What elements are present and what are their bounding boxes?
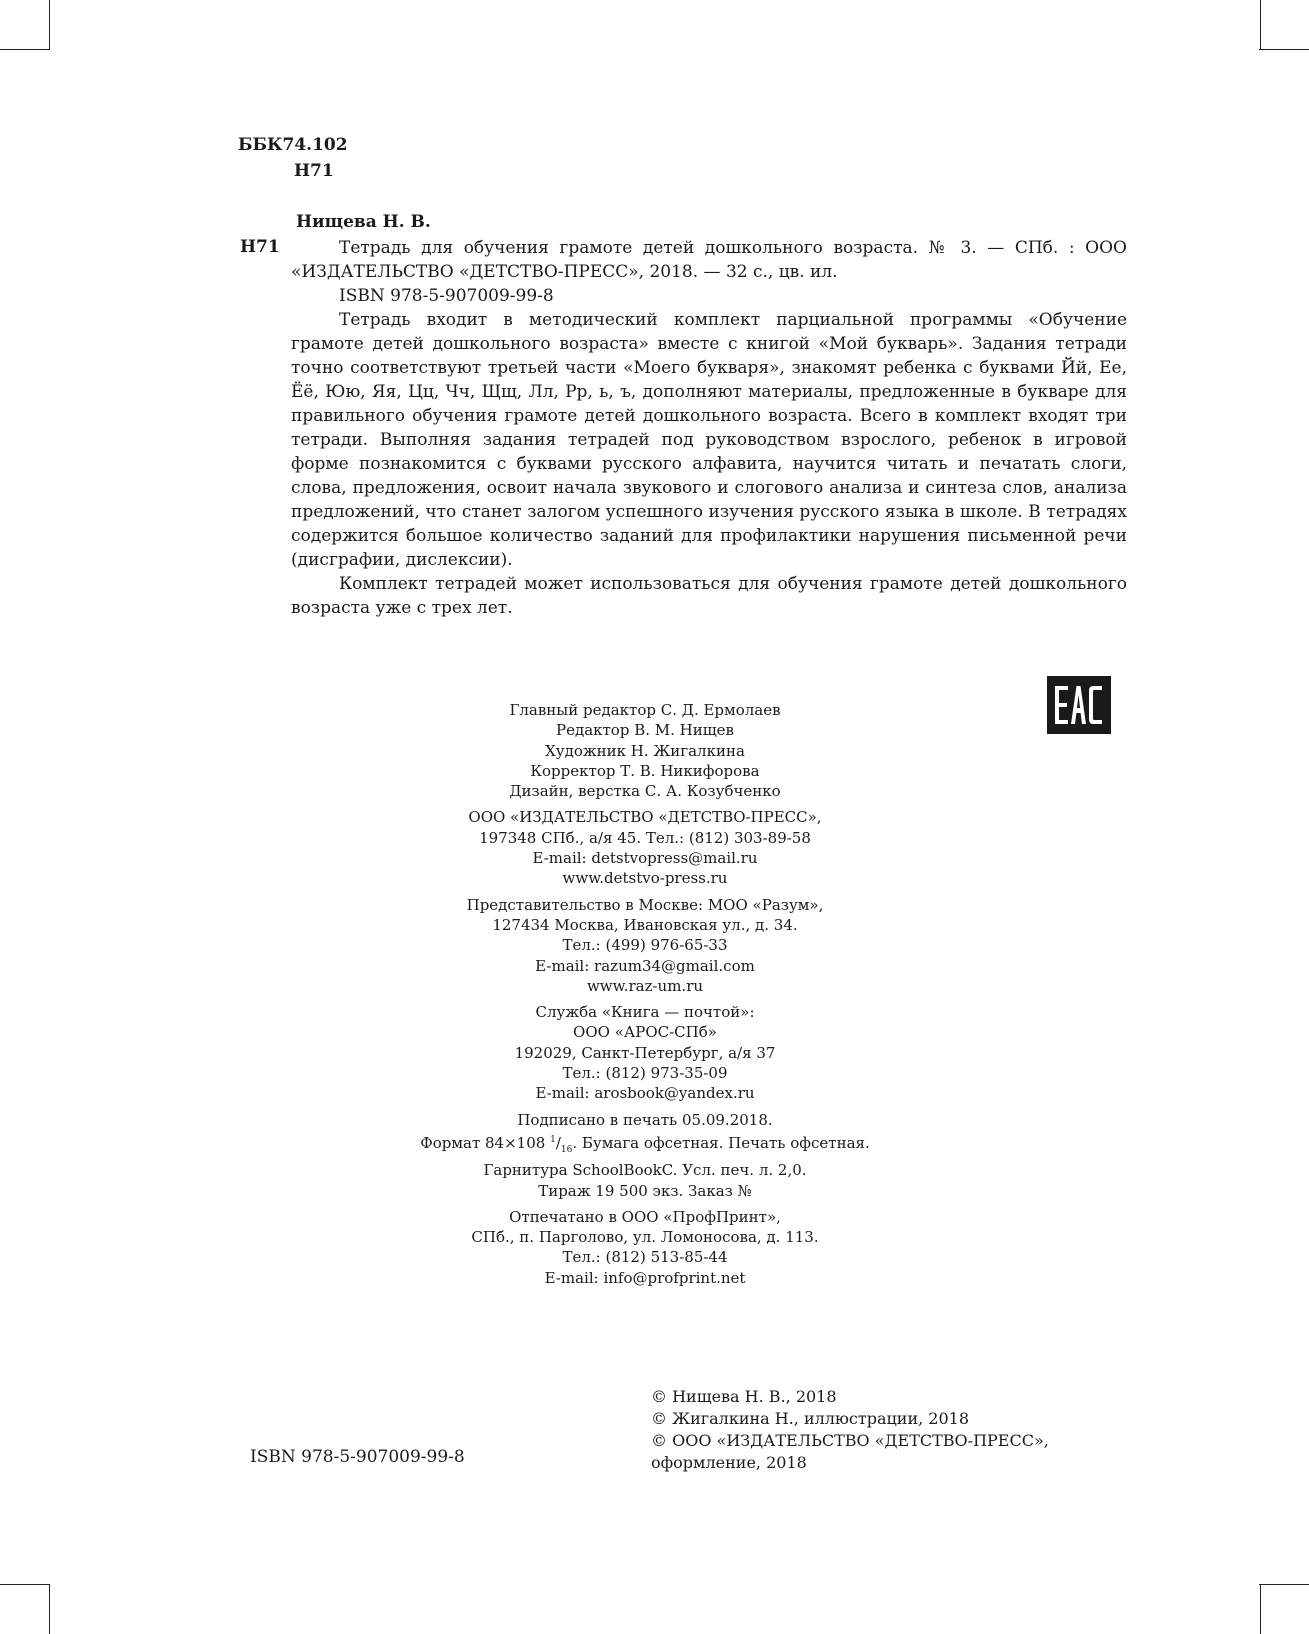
run-line: Тираж 19 500 экз. Заказ № bbox=[538, 1181, 752, 1200]
crop-mark bbox=[1259, 49, 1309, 50]
format-prefix: Формат 84×108 bbox=[420, 1133, 551, 1152]
copyright-line: © Нищева Н. В., 2018 bbox=[651, 1387, 837, 1406]
copyright-line: оформление, 2018 bbox=[651, 1453, 807, 1472]
crop-mark bbox=[1260, 1584, 1261, 1634]
printer-line: Тел.: (812) 513-85-44 bbox=[562, 1248, 728, 1267]
moscow-line: Представительство в Москве: МОО «Разум», bbox=[466, 895, 824, 914]
bbk-code: ББК74.102 bbox=[238, 135, 348, 155]
copyright-line: © ООО «ИЗДАТЕЛЬСТВО «ДЕТСТВО-ПРЕСС», bbox=[651, 1431, 1049, 1450]
mail-line: 192029, Санкт-Петербург, а/я 37 bbox=[514, 1043, 776, 1062]
publisher-line: ООО «ИЗДАТЕЛЬСТВО «ДЕТСТВО-ПРЕСС», bbox=[468, 808, 822, 827]
printer-line: E-mail: info@profprint.net bbox=[544, 1268, 746, 1287]
bbk-cutter: Н71 bbox=[294, 161, 334, 181]
crop-mark bbox=[1259, 1584, 1309, 1585]
publisher-line: www.detstvo-press.ru bbox=[562, 869, 728, 888]
moscow-line: E-mail: razum34@gmail.com bbox=[535, 956, 755, 975]
format-line: Формат 84×108 $^1/_{16}$. Бумага офсетная. Печать офсетная. bbox=[420, 1133, 870, 1155]
crop-mark bbox=[1260, 0, 1261, 50]
copyright-line: © Жигалкина Н., иллюстрации, 2018 bbox=[651, 1409, 969, 1428]
bibliographic-description bbox=[291, 236, 1127, 620]
credit-line: Корректор Т. В. Никифорова bbox=[530, 761, 760, 780]
printer-line: Отпечатано в ООО «ПрофПринт», bbox=[509, 1207, 781, 1226]
mail-line: Тел.: (812) 973-35-09 bbox=[562, 1064, 728, 1083]
moscow-line: 127434 Москва, Ивановская ул., д. 34. bbox=[492, 915, 798, 934]
credits-block bbox=[380, 700, 910, 801]
abstract-paragraph: Тетрадь входит в методический комплект парциальной программы «Обучение грамоте детей дошкольного возраста» вместе с книгой «Мой букварь». Задания тетради точно соответствуют третьей части «Моего букваря», знакомят ребенка с буквами Йй, Ее, Ёё, Юю, Яя, Цц, Чч, Щщ, Лл, Рр, ь, ъ, дополняют материалы, предложенные в букваре для правильного обучения грамоте детей дошкольного возраста. Всего в комплект входят три тетради. Выполняя задания тетрадей под руководством взрослого, ребенок в игровой форме познакомится с буквами русского алфавита, научится читать и печатать слоги, слова, предложения, освоит начала звукового и слогового анализа и синтеза слов, анализа предложений, что станет залогом успешного изучения русского языка в школе. В тетрадях содержится большое количество заданий для профилактики нарушения письменной речи (дисграфии, дислексии). bbox=[291, 310, 1127, 570]
bbk-block bbox=[238, 132, 348, 184]
crop-mark bbox=[49, 1584, 50, 1634]
isbn-bottom: ISBN 978-5-907009-99-8 bbox=[250, 1447, 465, 1467]
publisher-line: 197348 СПб., а/я 45. Тел.: (812) 303-89-58 bbox=[479, 828, 811, 847]
crop-mark bbox=[0, 49, 50, 50]
eac-mark bbox=[1047, 676, 1111, 734]
eac-logo-icon bbox=[1053, 683, 1105, 727]
imprint bbox=[380, 700, 910, 1294]
crop-mark bbox=[49, 0, 50, 50]
author: Нищева Н. В. bbox=[296, 212, 431, 232]
publisher-line: E-mail: detstvopress@mail.ru bbox=[532, 849, 758, 868]
bibliographic-entry: Тетрадь для обучения грамоте детей дошкольного возраста. № 3. — СПб. : ООО «ИЗДАТЕЛЬСТВО «ДЕТСТВО-ПРЕСС», 2018. — 32 с., цв. ил. bbox=[291, 238, 1127, 282]
format-suffix: . Бумага офсетная. Печать офсетная. bbox=[572, 1133, 870, 1152]
format-denominator: 16 bbox=[560, 1144, 573, 1155]
abstract-paragraph: Комплект тетрадей может использоваться для обучения грамоте детей дошкольного возраста уже с трех лет. bbox=[291, 574, 1127, 618]
credit-line: Редактор В. М. Нищев bbox=[555, 721, 735, 740]
signed-line: Подписано в печать 05.09.2018. bbox=[517, 1110, 773, 1129]
moscow-line: Тел.: (499) 976-65-33 bbox=[562, 936, 728, 955]
moscow-line: www.raz-um.ru bbox=[586, 976, 704, 995]
print-info-block bbox=[380, 1110, 910, 1201]
mail-line: Служба «Книга — почтой»: bbox=[535, 1003, 755, 1022]
crop-mark bbox=[0, 1584, 50, 1585]
mail-line: E-mail: arosbook@yandex.ru bbox=[535, 1084, 755, 1103]
mail-service-block bbox=[380, 1002, 910, 1103]
isbn-top: ISBN 978-5-907009-99-8 bbox=[339, 286, 554, 306]
cutter-mark: Н71 bbox=[240, 237, 280, 257]
typeface-line: Гарнитура SchoolBookC. Усл. печ. л. 2,0. bbox=[483, 1161, 807, 1180]
copyright-block bbox=[651, 1386, 1049, 1474]
printer-block bbox=[380, 1207, 910, 1288]
moscow-office-block bbox=[380, 895, 910, 996]
credit-line: Главный редактор С. Д. Ермолаев bbox=[509, 701, 781, 719]
credit-line: Дизайн, верстка С. А. Козубченко bbox=[509, 782, 781, 801]
publisher-block bbox=[380, 807, 910, 888]
mail-line: ООО «АРОС-СПб» bbox=[573, 1023, 717, 1042]
printer-line: СПб., п. Парголово, ул. Ломоносова, д. 113. bbox=[471, 1228, 819, 1247]
format-numerator: 1 bbox=[550, 1134, 556, 1145]
credit-line: Художник Н. Жигалкина bbox=[545, 741, 745, 760]
